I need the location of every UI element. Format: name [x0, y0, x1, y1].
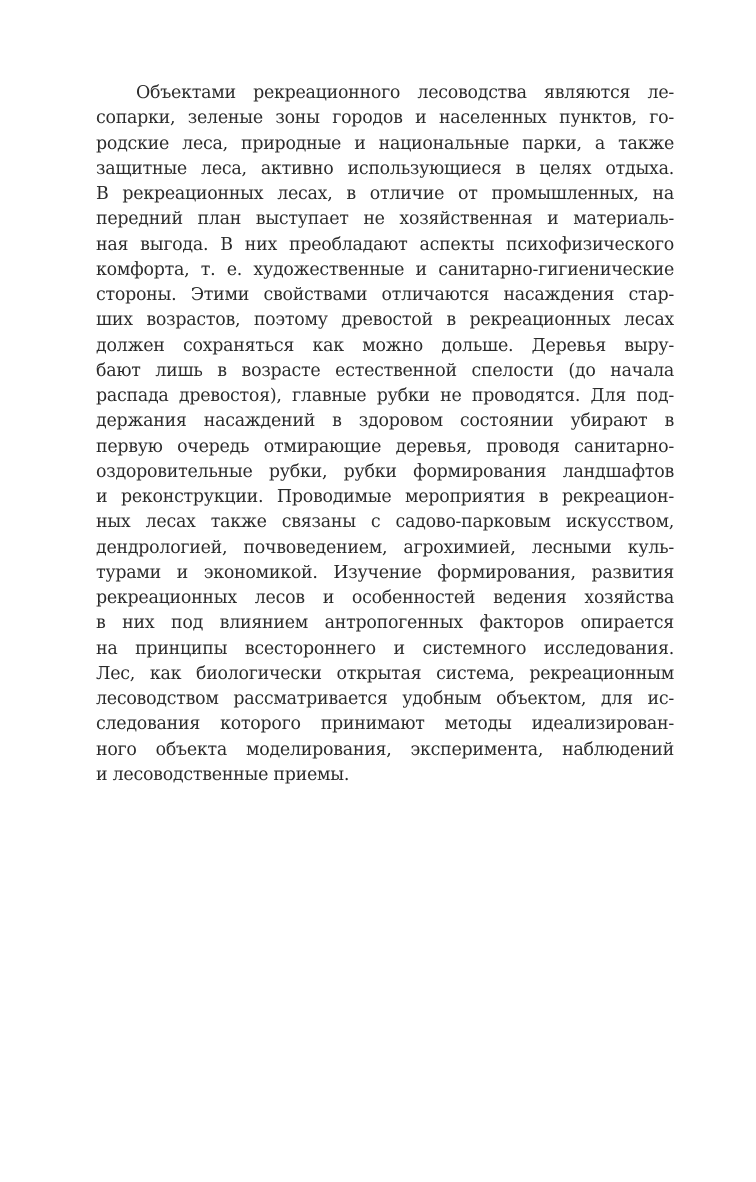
text-line: родские леса, природные и национальные парки, а также	[96, 133, 674, 154]
text-line: в них под влиянием антропогенных факторов опирается	[96, 613, 674, 634]
text-line: В рекреационных лесах, в отличие от промышленных, на	[96, 184, 674, 204]
text-line: дендрологией, почвоведением, агрохимией, лесными куль-	[96, 537, 674, 558]
text-line: распада древостоя), главные рубки не проводятся. Для под-	[96, 386, 674, 406]
body-paragraph	[96, 81, 674, 788]
text-line: должен сохраняться как можно дольше. Деревья выру-	[96, 335, 674, 356]
text-line: передний план выступает не хозяйственная и материаль-	[96, 209, 674, 230]
text-line: и лесоводственные приемы.	[96, 764, 350, 785]
text-line: рекреационных лесов и особенностей ведения хозяйства	[96, 588, 674, 608]
text-line: ных лесах также связаны с садово-парковым искусством,	[96, 512, 674, 533]
text-line: ших возрастов, поэтому древостой в рекреационных лесах	[96, 310, 674, 331]
text-line: сопарки, зеленые зоны городов и населенных пунктов, го-	[96, 108, 674, 129]
text-line: держания насаждений в здоровом состоянии убирают в	[96, 411, 674, 432]
text-line: ного объекта моделирования, эксперимента, наблюдений	[96, 739, 674, 760]
text-line: комфорта, т. е. художественные и санитарно-гигиенические	[96, 259, 674, 280]
text-line: следования которого принимают методы идеализирован-	[96, 714, 674, 735]
text-line: защитные леса, активно использующиеся в целях отдыха.	[96, 158, 674, 179]
text-line: стороны. Этими свойствами отличаются насаждения стар-	[96, 285, 674, 305]
text-line: бают лишь в возрасте естественной спелости (до начала	[96, 360, 674, 381]
text-line: первую очередь отмирающие деревья, проводя санитарно-	[96, 436, 674, 457]
text-line: и реконструкции. Проводимые мероприятия в рекреацион-	[96, 487, 674, 507]
text-line: турами и экономикой. Изучение формирования, развития	[96, 562, 674, 583]
text-line: ная выгода. В них преобладают аспекты психофизического	[96, 234, 674, 255]
text-line: лесоводством рассматривается удобным объектом, для ис-	[96, 689, 674, 709]
text-line: на принципы всестороннего и системного исследования.	[96, 638, 674, 659]
text-line: Объектами рекреационного лесоводства являются ле-	[136, 83, 674, 103]
text-line: Лес, как биологически открытая система, рекреационным	[96, 663, 674, 684]
text-line: оздоровительные рубки, рубки формирования ландшафтов	[96, 461, 674, 482]
